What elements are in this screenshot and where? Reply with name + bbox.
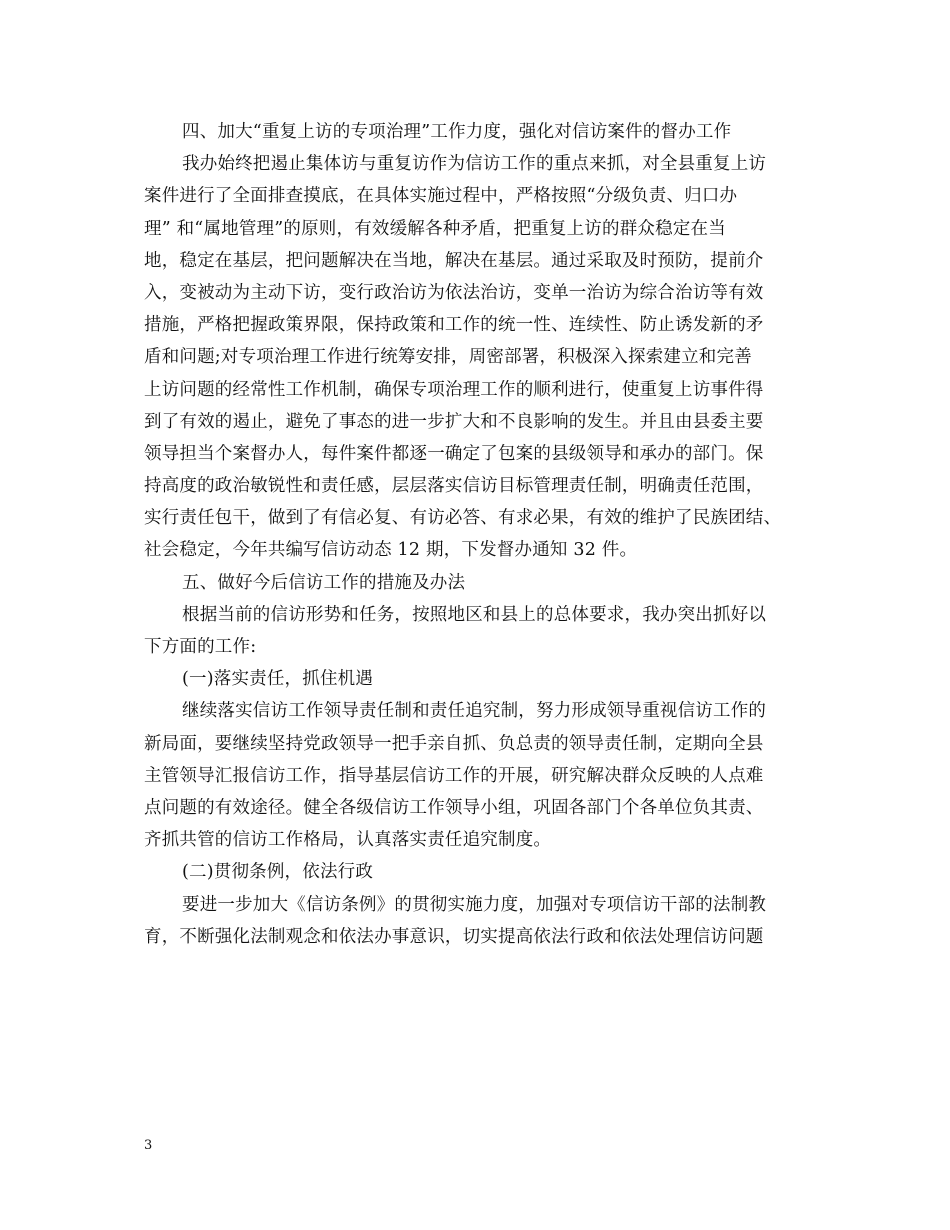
text-line: 五、做好今后信访工作的措施及办法 [182,572,466,593]
text-line: 实行责任包干，做到了有信必复、有访必答、有求必果，有效的维护了民族团结、 [144,508,782,529]
text-line: 案件进行了全面排查摸底，在具体实施过程中，严格按照“分级负责、归口办 [144,186,738,207]
text-line: 新局面，要继续坚持党政领导一把手亲自抓、负总责的领导责任制，定期向全县 [144,733,764,754]
text-line: 领导担当个案督办人，每件案件都逐一确定了包案的县级领导和承办的部门。保 [144,443,764,464]
text-line: 根据当前的信访形势和任务，按照地区和县上的总体要求，我办突出抓好以 [182,604,767,625]
page-number: 3 [144,1138,153,1153]
text-line: (二)贯彻条例，依法行政 [182,862,374,883]
text-line: (一)落实责任，抓住机遇 [182,669,374,690]
text-line: 点问题的有效途径。健全各级信访工作领导小组，巩固各部门个各单位负其责、 [144,797,764,818]
text-line: 我办始终把遏止集体访与重复访作为信访工作的重点来抓，对全县重复上访 [182,154,767,175]
text-line: 理” 和“属地管理”的原则，有效缓解各种矛盾，把重复上访的群众稳定在当 [144,218,726,239]
text-line: 继续落实信访工作领导责任制和责任追究制，努力形成领导重视信访工作的 [182,701,767,722]
document-body [144,116,806,953]
text-line: 上访问题的经常性工作机制，确保专项治理工作的顺利进行，使重复上访事件得 [144,379,764,400]
text-line: 持高度的政治敏锐性和责任感，层层落实信访目标管理责任制，明确责任范围， [144,476,764,497]
text-line: 盾和问题;对专项治理工作进行统筹安排，周密部署，积极深入探索建立和完善 [144,347,752,368]
text-line: 措施，严格把握政策界限，保持政策和工作的统一性、连续性、防止诱发新的矛 [144,315,764,336]
text-line: 齐抓共管的信访工作格局，认真落实责任追究制度。 [144,830,552,851]
text-line: 地，稳定在基层，把问题解决在当地，解决在基层。通过采取及时预防，提前介 [144,250,764,271]
text-line: 育，不断强化法制观念和依法办事意识，切实提高依法行政和依法处理信访问题 [144,926,764,947]
text-line: 要进一步加大《信访条例》的贯彻实施力度，加强对专项信访干部的法制教 [182,894,767,915]
text-line: 到了有效的遏止，避免了事态的进一步扩大和不良影响的发生。并且由县委主要 [144,411,764,432]
text-line: 社会稳定，今年共编写信访动态 12 期，下发督办通知 32 件。 [144,540,638,561]
text-line: 下方面的工作: [144,637,257,657]
text-line: 入，变被动为主动下访，变行政治访为依法治访，变单一治访为综合治访等有效 [144,282,764,303]
text-line: 主管领导汇报信访工作，指导基层信访工作的开展，研究解决群众反映的人点难 [144,765,764,786]
text-line: 四、加大“重复上访的专项治理”工作力度，强化对信访案件的督办工作 [182,122,732,142]
